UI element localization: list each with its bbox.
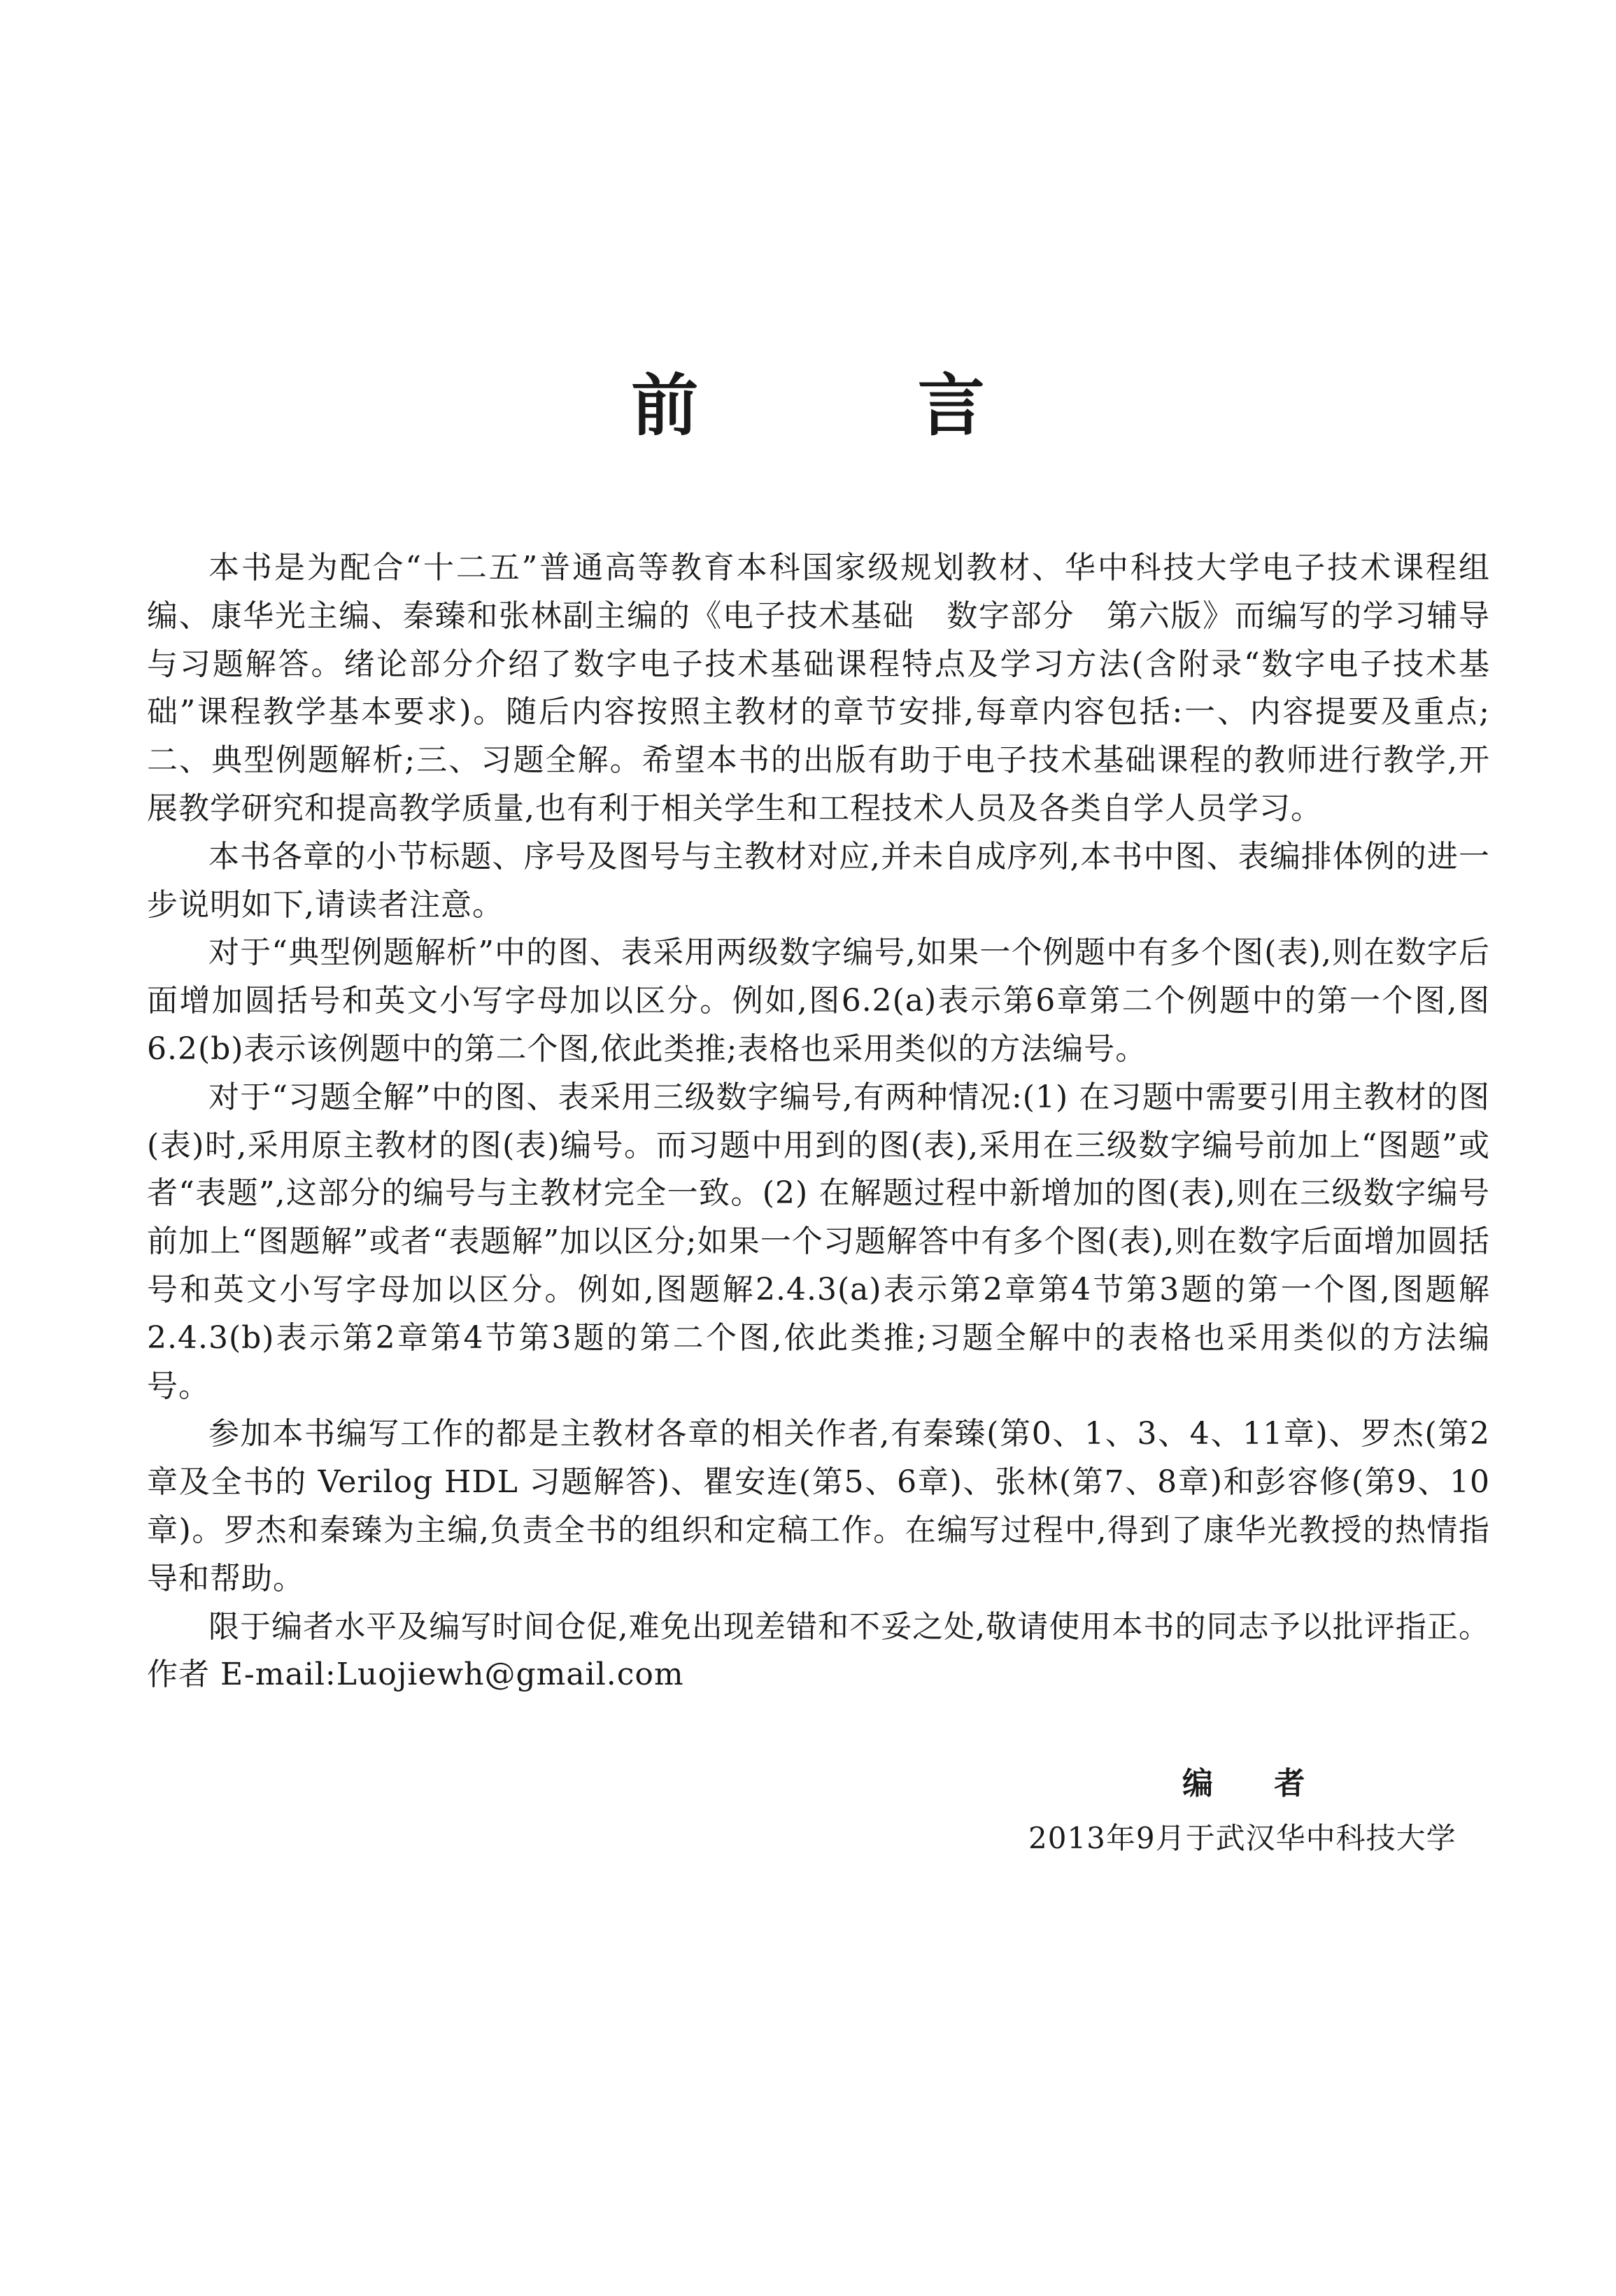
page-title: 前 言 bbox=[631, 367, 1083, 445]
preface-body bbox=[147, 544, 1490, 1699]
author-signature: 编 者 bbox=[1182, 1766, 1331, 1801]
paragraph-6: 限于编者水平及编写时间仓促,难免出现差错和不妥之处,敬请使用本书的同志予以批评指正。作者 E-mail:Luojiewh@gmail.com bbox=[147, 1608, 1490, 1693]
paragraph-5: 参加本书编写工作的都是主教材各章的相关作者,有秦臻(第0、1、3、4、11章)、罗杰(第2章及全书的 Verilog HDL 习题解答)、瞿安连(第5、6章)、张林(第7、8章)和彭容修(第9、10章)。罗杰和秦臻为主编,负责全书的组织和定稿工作。在编写过程中,得到了康华光教授的热情指导和帮助。 bbox=[147, 1416, 1490, 1596]
paragraph-1: 本书是为配合“十二五”普通高等教育本科国家级规划教材、华中科技大学电子技术课程组编、康华光主编、秦臻和张林副主编的《电子技术基础 数字部分 第六版》而编写的学习辅导与习题解答。绪论部分介绍了数字电子技术基础课程特点及学习方法(含附录“数字电子技术基础”课程教学基本要求)。随后内容按照主教材的章节安排,每章内容包括:一、内容提要及重点;二、典型例题解析;三、习题全解。希望本书的出版有助于电子技术基础课程的教师进行教学,开展教学研究和提高教学质量,也有利于相关学生和工程技术人员及各类自学人员学习。 bbox=[147, 550, 1490, 826]
paragraph-4: 对于“习题全解”中的图、表采用三级数字编号,有两种情况:(1) 在习题中需要引用主教材的图(表)时,采用原主教材的图(表)编号。而习题中用到的图(表),采用在三级数字编号前加上“图题”或者“表题”,这部分的编号与主教材完全一致。(2) 在解题过程中新增加的图(表),则在三级数字编号前加上“图题解”或者“表题解”加以区分;如果一个习题解答中有多个图(表),则在数字后面增加圆括号和英文小写字母加以区分。例如,图题解2.4.3(a)表示第2章第4节第3题的第一个图,图题解2.4.3(b)表示第2章第4节第3题的第二个图,依此类推;习题全解中的表格也采用类似的方法编号。 bbox=[147, 1079, 1490, 1404]
paragraph-3: 对于“典型例题解析”中的图、表采用两级数字编号,如果一个例题中有多个图(表),则在数字后面增加圆括号和英文小写字母加以区分。例如,图6.2(a)表示第6章第二个例题中的第一个图,图6.2(b)表示该例题中的第二个图,依此类推;表格也采用类似的方法编号。 bbox=[147, 935, 1490, 1067]
paragraph-2: 本书各章的小节标题、序号及图号与主教材对应,并未自成序列,本书中图、表编排体例的进一步说明如下,请读者注意。 bbox=[147, 838, 1490, 923]
date-location: 2013年9月于武汉华中科技大学 bbox=[1028, 1821, 1456, 1855]
